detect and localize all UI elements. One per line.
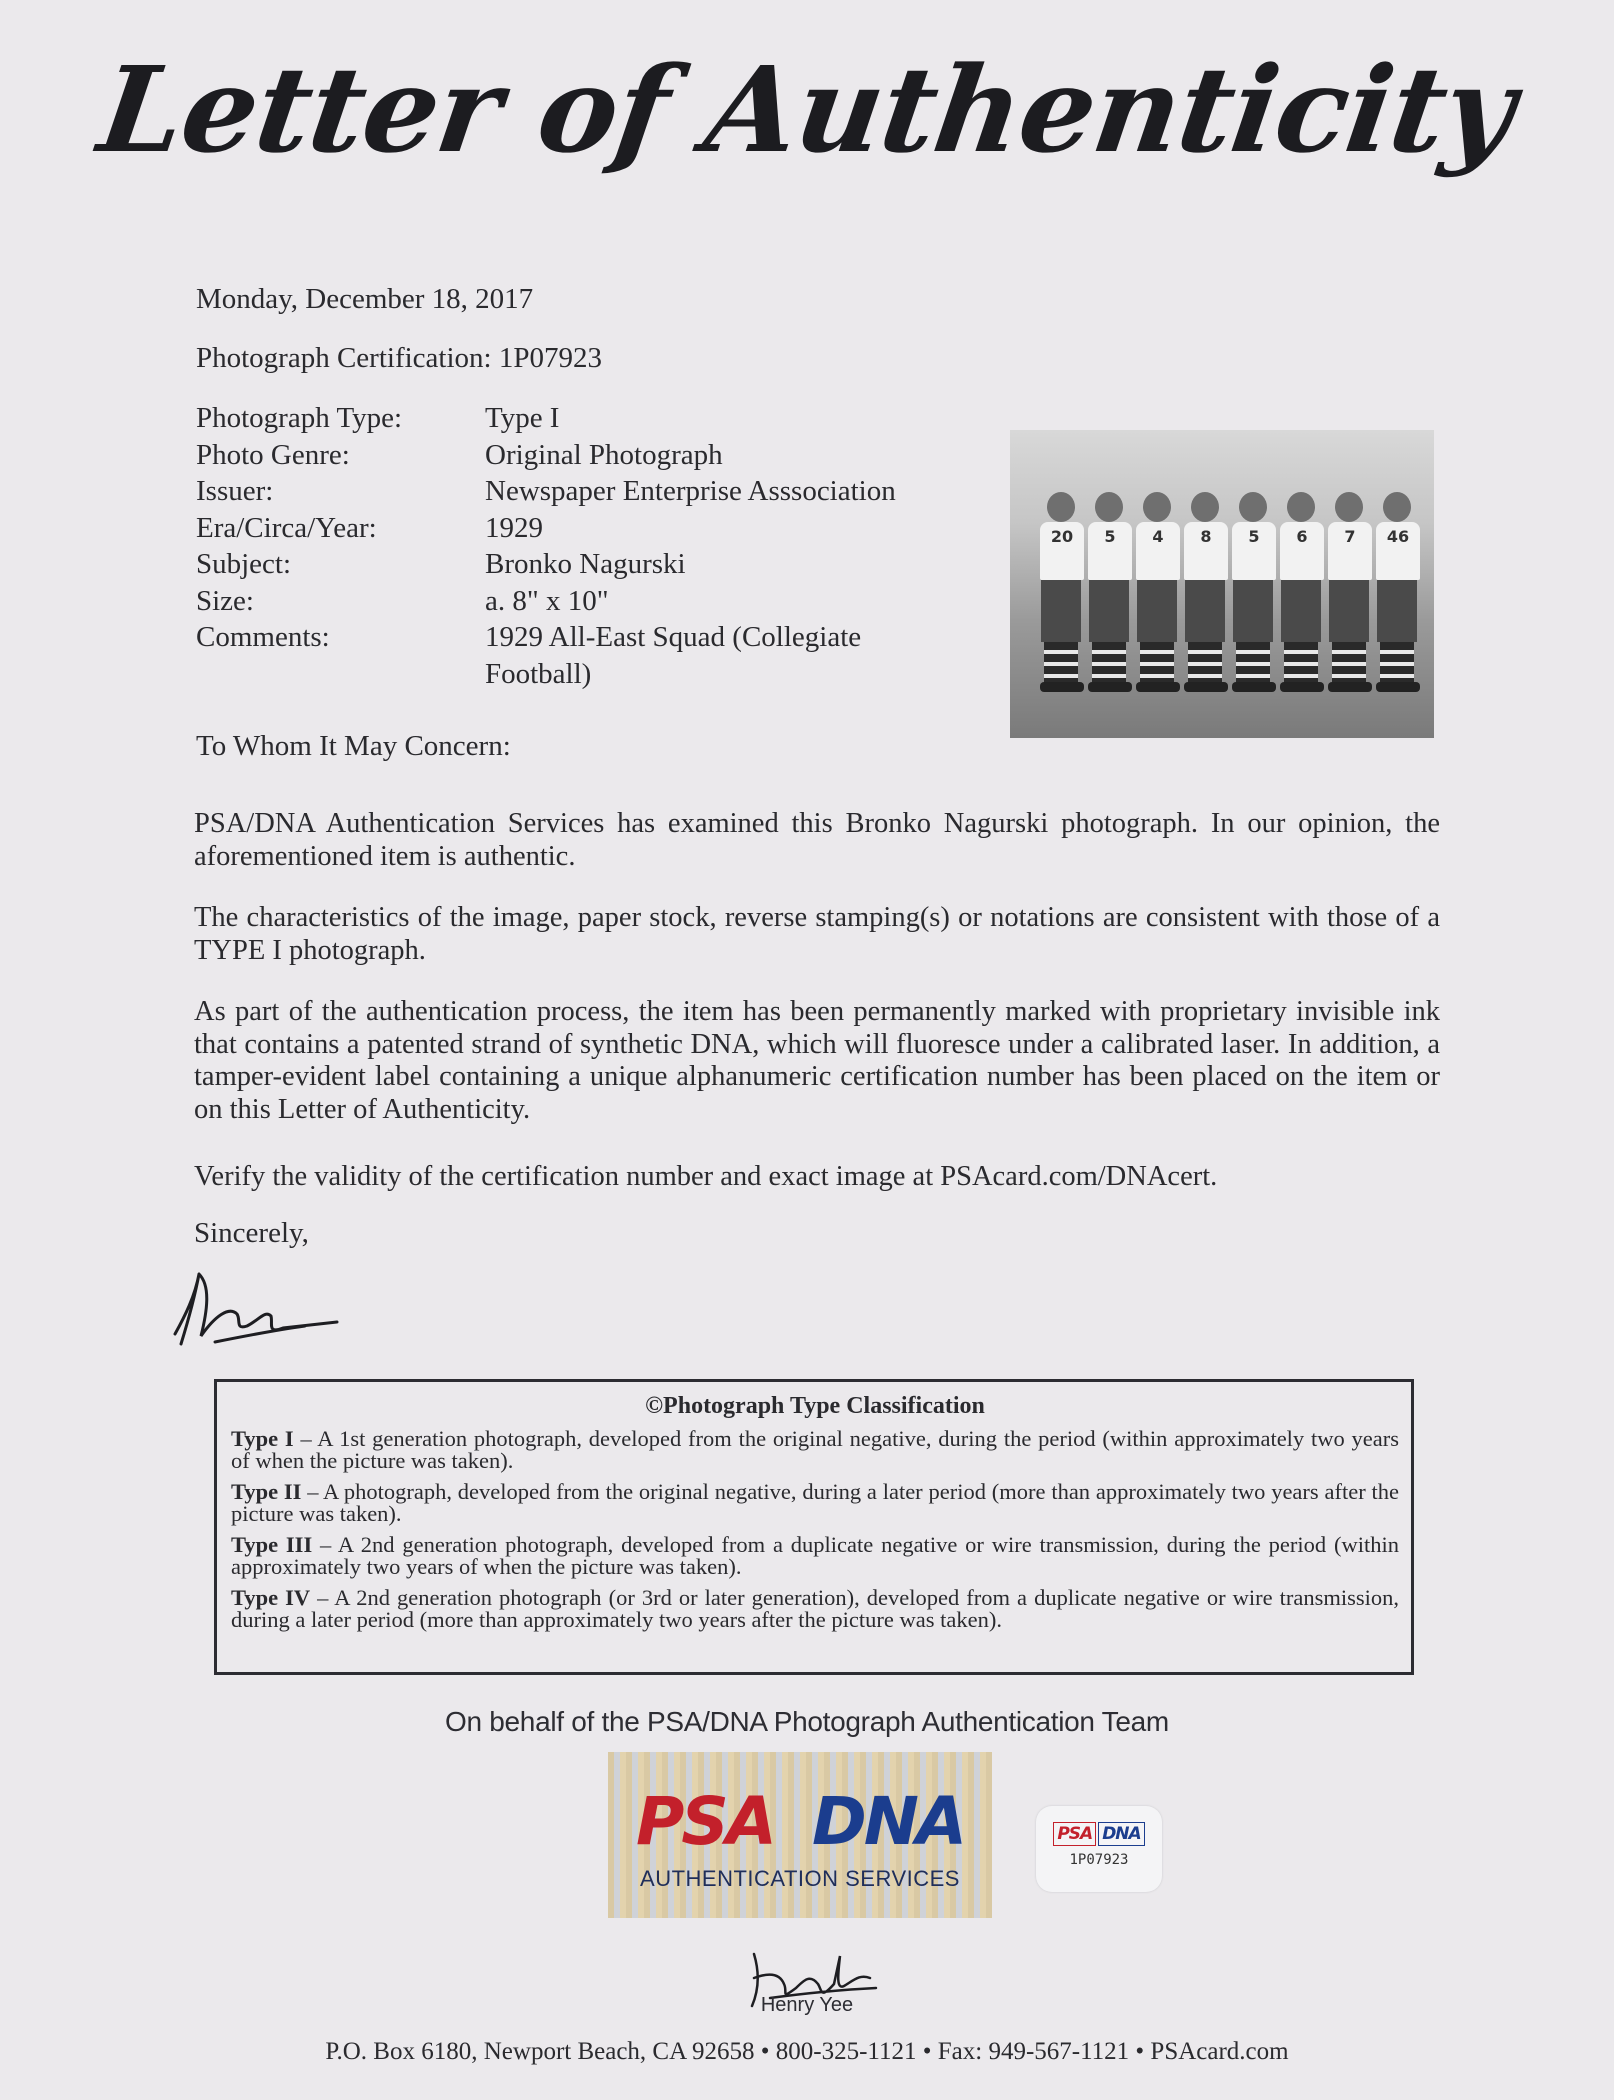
type-name: Type II [231,1479,302,1504]
classification-title: ©Photograph Type Classification [645,1393,985,1419]
detail-label: Photograph Type: [196,402,403,434]
sticker-psa: PSA [1053,1822,1096,1846]
jersey-number: 20 [1040,522,1084,580]
detail-row-genre [196,437,925,474]
letter-title: Letter of Authenticity [91,40,1523,179]
footer-contact: P.O. Box 6180, Newport Beach, CA 92658 • 800-325-1121 • Fax: 949-567-1121 • PSAcard.com [325,2038,1289,2065]
detail-label: Era/Circa/Year: [196,511,377,544]
type-name: Type I [231,1426,294,1451]
certification-sticker [1036,1806,1162,1892]
detail-row-year [196,510,925,547]
detail-label: Comments: [196,621,330,653]
signer-name: Henry Yee [760,1994,854,2016]
letter-date: Monday, December 18, 2017 [196,283,534,315]
type-description: – A photograph, developed from the original negative, during a later period (more than approximately two years after the picture was taken). [231,1479,1399,1526]
body-paragraph: The characteristics of the image, paper stock, reverse stamping(s) or notations are consistent with those of a TYPE I photograph. [194,902,1440,966]
detail-row-comments [196,619,925,692]
detail-row-subject [196,546,925,583]
player-figure [1232,492,1274,692]
type-entry [231,1534,1399,1578]
psa-dna-logo [608,1752,992,1918]
jersey-number: 6 [1280,522,1324,580]
player-figure [1376,492,1418,692]
player-figure [1088,492,1130,692]
detail-value: a. 8" x 10" [485,584,609,617]
detail-value: 1929 All-East Squad (Collegiate Football) [485,621,862,690]
detail-label: Subject: [196,548,292,580]
photo-details [196,400,925,692]
handwritten-signature [155,1256,345,1352]
verification-paragraph: Verify the validity of the certification number and exact image at PSAcard.com/DNAcert. [194,1161,1218,1192]
type-description: – A 1st generation photograph, developed from the original negative, during the period (within approximately two years of when the picture was taken). [231,1426,1400,1473]
certification-number: Photograph Certification: 1P07923 [196,342,602,374]
detail-value: 1929 [485,511,543,544]
player-figure [1040,492,1082,692]
type-entry [231,1428,1399,1472]
type-description: – A 2nd generation photograph, developed from a duplicate negative or wire transmission, during the period (within approximately two years of when the picture was taken). [231,1532,1399,1579]
sticker-dna: DNA [1098,1822,1145,1846]
detail-row-size [196,583,925,620]
detail-value: Newspaper Enterprise Asssociation [485,475,896,507]
type-description: – A 2nd generation photograph (or 3rd or later generation), developed from a duplicate negative or wire transmission, during a later period (more than approximately two years after the picture was taken). [231,1585,1400,1632]
sticker-number: 1P07923 [1069,1852,1129,1868]
detail-row-type [196,400,925,437]
detail-value: Bronko Nagurski [485,548,686,580]
detail-label: Size: [196,584,254,617]
logo-psa: PSA [635,1783,774,1860]
type-name: Type IV [231,1585,311,1610]
salutation: To Whom It May Concern: [196,730,511,762]
logo-subtitle: AUTHENTICATION SERVICES [640,1866,960,1891]
player-figure [1184,492,1226,692]
jersey-number: 8 [1184,522,1228,580]
logo-dna: DNA [811,1783,965,1860]
body-paragraph: As part of the authentication process, the item has been permanently marked with proprietary invisible ink that contains a patented strand of synthetic DNA, which will fluoresce under a calibrated laser. In addition, a tamper-evident label containing a unique alphanumeric certification number has been placed on the item or on this Letter of Authenticity. [194,996,1440,1125]
detail-label: Issuer: [196,475,274,507]
team-photograph [1010,430,1434,738]
detail-label: Photo Genre: [196,438,350,471]
behalf-line: On behalf of the PSA/DNA Photograph Authentication Team [445,1706,1169,1737]
classification-box [214,1379,1414,1675]
detail-row-issuer [196,473,925,510]
body-paragraph: PSA/DNA Authentication Services has examined this Bronko Nagurski photograph. In our opinion, the aforementioned item is authentic. [194,808,1440,872]
player-figure [1136,492,1178,692]
jersey-number: 4 [1136,522,1180,580]
jersey-number: 46 [1376,522,1420,580]
type-name: Type III [231,1532,313,1557]
player-figure [1280,492,1322,692]
detail-value: Type I [485,402,560,434]
detail-value: Original Photograph [485,438,723,471]
closing: Sincerely, [194,1217,309,1249]
type-entry [231,1587,1399,1631]
jersey-number: 5 [1232,522,1276,580]
jersey-number: 5 [1088,522,1132,580]
player-figure [1328,492,1370,692]
jersey-number: 7 [1328,522,1372,580]
type-entry [231,1481,1399,1525]
